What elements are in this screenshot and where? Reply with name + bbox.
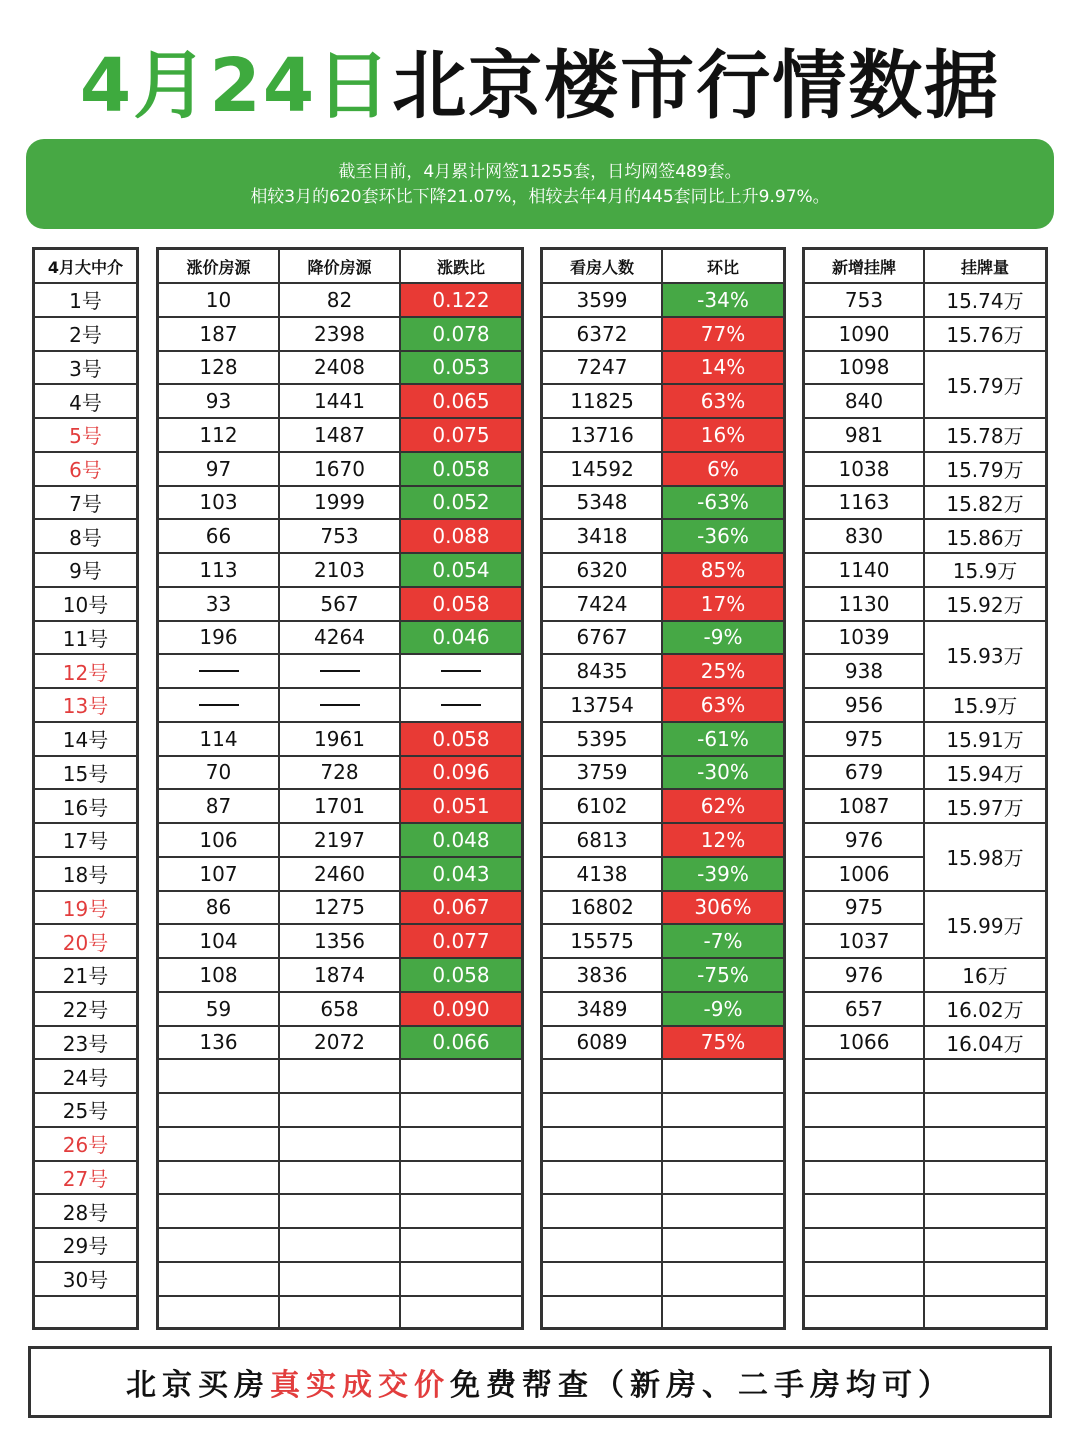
mom-cell [663,1229,783,1263]
stock-cell: 15.82万 [925,487,1045,521]
ratio-cell: 0.065 [401,385,521,419]
stock-cell: 15.79万 [925,352,1045,420]
visitors-cell [543,1094,663,1128]
stock-cell: 15.9万 [925,689,1045,723]
down-cell [280,655,401,689]
down-cell: 1275 [280,892,401,926]
date-table [32,247,139,1330]
date-cell: 28号 [35,1195,136,1229]
visitors-cell: 6372 [543,318,663,352]
no-data-dash [199,670,239,672]
down-cell [280,1094,401,1128]
date-cell: 29号 [35,1229,136,1263]
summary-line-1: 截至目前，4月累计网签11255套，日均网签489套。 [338,162,742,182]
mom-cell: 17% [663,588,783,622]
stock-cell: 15.99万 [925,892,1045,960]
visitors-cell: 4138 [543,858,663,892]
up-cell: 113 [159,554,280,588]
stock-cell: 15.98万 [925,824,1045,892]
visitors-cell: 3489 [543,993,663,1027]
ratio-cell [401,689,521,723]
date-cell: 1号 [35,284,136,318]
new_listings-cell [805,1060,925,1094]
down-cell: 1441 [280,385,401,419]
visitors-table [540,247,786,1330]
ratio-cell: 0.058 [401,453,521,487]
header-ratio: 涨跌比 [401,250,521,284]
down-cell [280,1229,401,1263]
ratio-cell: 0.058 [401,959,521,993]
ratio-cell: 0.048 [401,824,521,858]
visitors-cell [543,1128,663,1162]
mom-cell: 75% [663,1027,783,1061]
down-cell: 1874 [280,959,401,993]
new_listings-cell [805,1162,925,1196]
new_listings-cell: 1037 [805,925,925,959]
mom-cell: 62% [663,790,783,824]
up-cell: 104 [159,925,280,959]
ratio-cell: 0.058 [401,588,521,622]
up-cell: 70 [159,757,280,791]
new_listings-cell: 1140 [805,554,925,588]
stock-cell: 15.92万 [925,588,1045,622]
ratio-cell: 0.096 [401,757,521,791]
down-cell: 2408 [280,352,401,386]
date-cell: 6号 [35,453,136,487]
visitors-cell: 7247 [543,352,663,386]
date-cell: 16号 [35,790,136,824]
new_listings-cell: 830 [805,520,925,554]
up-cell: 97 [159,453,280,487]
up-cell: 103 [159,487,280,521]
mom-cell [663,1128,783,1162]
visitors-cell: 13716 [543,419,663,453]
new_listings-cell: 1163 [805,487,925,521]
up-cell [159,1128,280,1162]
up-cell [159,1195,280,1229]
date-cell: 25号 [35,1094,136,1128]
stock-cell [925,1162,1045,1196]
summary-line-2: 相较3月的620套环比下降21.07%，相较去年4月的445套同比上升9.97%。 [250,187,830,207]
date-cell: 14号 [35,723,136,757]
date-cell: 21号 [35,959,136,993]
stock-cell: 15.76万 [925,318,1045,352]
ratio-cell: 0.077 [401,925,521,959]
date-cell: 2号 [35,318,136,352]
mom-cell [663,1162,783,1196]
mom-cell: 25% [663,655,783,689]
up-cell: 107 [159,858,280,892]
new_listings-cell: 1098 [805,352,925,386]
header-new_listings: 新增挂牌 [805,250,925,284]
mom-cell: -61% [663,723,783,757]
new_listings-cell: 981 [805,419,925,453]
stock-cell [925,1128,1045,1162]
visitors-cell [543,1229,663,1263]
mom-cell: 16% [663,419,783,453]
stock-cell: 15.91万 [925,723,1045,757]
down-cell: 82 [280,284,401,318]
visitors-cell: 6813 [543,824,663,858]
visitors-cell: 6102 [543,790,663,824]
mom-cell: 63% [663,385,783,419]
down-cell: 567 [280,588,401,622]
visitors-cell: 6089 [543,1027,663,1061]
down-cell [280,1195,401,1229]
up-cell: 87 [159,790,280,824]
up-cell: 112 [159,419,280,453]
stock-cell: 15.74万 [925,284,1045,318]
stock-cell: 15.78万 [925,419,1045,453]
no-data-dash [441,670,481,672]
mom-cell: 63% [663,689,783,723]
down-cell [280,1263,401,1297]
listings-table [802,247,1048,1330]
mom-cell: -36% [663,520,783,554]
stock-cell: 15.9万 [925,554,1045,588]
new_listings-cell: 1087 [805,790,925,824]
date-cell: 4号 [35,385,136,419]
date-cell: 17号 [35,824,136,858]
new_listings-cell [805,1094,925,1128]
stock-cell [925,1263,1045,1297]
visitors-cell: 8435 [543,655,663,689]
mom-cell: -39% [663,858,783,892]
mom-cell: -30% [663,757,783,791]
new_listings-cell: 956 [805,689,925,723]
visitors-cell: 13754 [543,689,663,723]
down-cell [280,1060,401,1094]
up-cell: 187 [159,318,280,352]
visitors-cell: 5348 [543,487,663,521]
date-cell: 30号 [35,1263,136,1297]
mom-cell: -9% [663,993,783,1027]
page-title [0,38,1080,134]
mom-cell: -63% [663,487,783,521]
new_listings-cell: 975 [805,723,925,757]
new_listings-cell: 1038 [805,453,925,487]
ratio-cell [401,1128,521,1162]
visitors-cell [543,1060,663,1094]
header-visitors: 看房人数 [543,250,663,284]
down-cell [280,1297,401,1331]
new_listings-cell [805,1128,925,1162]
date-cell: 22号 [35,993,136,1027]
mom-cell: 6% [663,453,783,487]
stock-cell [925,1229,1045,1263]
new_listings-cell: 753 [805,284,925,318]
ratio-cell [401,1297,521,1331]
down-cell [280,1162,401,1196]
down-cell: 2072 [280,1027,401,1061]
up-cell [159,1094,280,1128]
date-cell: 27号 [35,1162,136,1196]
visitors-cell [543,1297,663,1331]
new_listings-cell [805,1263,925,1297]
date-cell: 15号 [35,757,136,791]
date-cell: 18号 [35,858,136,892]
ratio-cell: 0.122 [401,284,521,318]
stock-cell: 15.79万 [925,453,1045,487]
new_listings-cell: 1039 [805,622,925,656]
footer-banner [28,1346,1052,1418]
ratio-cell: 0.058 [401,723,521,757]
up-cell: 128 [159,352,280,386]
date-cell: 8号 [35,520,136,554]
up-cell: 106 [159,824,280,858]
mom-cell: 12% [663,824,783,858]
ratio-cell: 0.067 [401,892,521,926]
new_listings-cell: 840 [805,385,925,419]
date-cell: 23号 [35,1027,136,1061]
mom-cell: 306% [663,892,783,926]
mom-cell [663,1195,783,1229]
up-cell: 108 [159,959,280,993]
up-cell [159,1162,280,1196]
up-cell: 93 [159,385,280,419]
stock-cell: 15.94万 [925,757,1045,791]
ratio-cell [401,1060,521,1094]
visitors-cell: 11825 [543,385,663,419]
ratio-cell: 0.052 [401,487,521,521]
new_listings-cell [805,1297,925,1331]
date-cell: 26号 [35,1128,136,1162]
date-cell: 13号 [35,689,136,723]
stock-cell: 15.97万 [925,790,1045,824]
date-cell [35,1297,136,1331]
down-cell: 658 [280,993,401,1027]
up-cell [159,689,280,723]
new_listings-cell [805,1195,925,1229]
up-cell [159,1263,280,1297]
visitors-cell: 5395 [543,723,663,757]
mom-cell: -7% [663,925,783,959]
ratio-cell: 0.075 [401,419,521,453]
up-cell: 59 [159,993,280,1027]
header-down: 降价房源 [280,250,401,284]
summary-banner [26,139,1054,229]
new_listings-cell: 1066 [805,1027,925,1061]
stock-cell: 16.04万 [925,1027,1045,1061]
down-cell [280,1128,401,1162]
stock-cell [925,1297,1045,1331]
visitors-cell [543,1263,663,1297]
mom-cell: -9% [663,622,783,656]
down-cell: 2197 [280,824,401,858]
ratio-cell [401,1263,521,1297]
ratio-cell [401,1195,521,1229]
date-cell: 19号 [35,892,136,926]
up-cell: 86 [159,892,280,926]
new_listings-cell: 1130 [805,588,925,622]
ratio-cell: 0.054 [401,554,521,588]
no-data-dash [320,670,360,672]
up-cell: 136 [159,1027,280,1061]
down-cell: 2398 [280,318,401,352]
header-mom: 环比 [663,250,783,284]
visitors-cell: 15575 [543,925,663,959]
new_listings-cell: 657 [805,993,925,1027]
up-cell: 10 [159,284,280,318]
mom-cell [663,1060,783,1094]
ratio-cell: 0.066 [401,1027,521,1061]
new_listings-cell: 1090 [805,318,925,352]
stock-cell: 15.86万 [925,520,1045,554]
date-cell: 11号 [35,622,136,656]
price-change-table [156,247,524,1330]
ratio-cell: 0.051 [401,790,521,824]
date-cell: 7号 [35,487,136,521]
footer-text-pre: 北京买房 [126,1368,270,1403]
mom-cell: 77% [663,318,783,352]
header-up: 涨价房源 [159,250,280,284]
ratio-cell [401,1229,521,1263]
header-date: 4月大中介 [35,250,136,284]
up-cell [159,1229,280,1263]
ratio-cell: 0.088 [401,520,521,554]
visitors-cell: 3836 [543,959,663,993]
date-cell: 24号 [35,1060,136,1094]
up-cell [159,1297,280,1331]
ratio-cell: 0.078 [401,318,521,352]
down-cell: 1961 [280,723,401,757]
up-cell: 114 [159,723,280,757]
new_listings-cell: 976 [805,824,925,858]
down-cell: 1670 [280,453,401,487]
footer-text-post: 免费帮查（新房、二手房均可） [450,1368,954,1403]
visitors-cell: 3599 [543,284,663,318]
visitors-cell [543,1162,663,1196]
down-cell [280,689,401,723]
visitors-cell: 3759 [543,757,663,791]
stock-cell [925,1195,1045,1229]
mom-cell: 14% [663,352,783,386]
down-cell: 1999 [280,487,401,521]
visitors-cell: 3418 [543,520,663,554]
stock-cell: 16万 [925,959,1045,993]
up-cell: 33 [159,588,280,622]
no-data-dash [441,704,481,706]
up-cell: 196 [159,622,280,656]
ratio-cell [401,655,521,689]
up-cell: 66 [159,520,280,554]
stock-cell: 16.02万 [925,993,1045,1027]
visitors-cell: 14592 [543,453,663,487]
date-cell: 12号 [35,655,136,689]
down-cell: 2460 [280,858,401,892]
down-cell: 2103 [280,554,401,588]
down-cell: 728 [280,757,401,791]
date-cell: 20号 [35,925,136,959]
down-cell: 753 [280,520,401,554]
no-data-dash [320,704,360,706]
no-data-dash [199,704,239,706]
new_listings-cell [805,1229,925,1263]
title-text: 北京楼市行情数据 [392,43,1001,129]
visitors-cell: 6767 [543,622,663,656]
ratio-cell: 0.043 [401,858,521,892]
mom-cell [663,1263,783,1297]
new_listings-cell: 975 [805,892,925,926]
new_listings-cell: 938 [805,655,925,689]
stock-cell [925,1060,1045,1094]
stock-cell [925,1094,1045,1128]
mom-cell [663,1297,783,1331]
down-cell: 1356 [280,925,401,959]
new_listings-cell: 1006 [805,858,925,892]
visitors-cell: 16802 [543,892,663,926]
title-date: 4月24日 [79,43,393,129]
date-cell: 10号 [35,588,136,622]
ratio-cell: 0.053 [401,352,521,386]
mom-cell: -34% [663,284,783,318]
visitors-cell: 7424 [543,588,663,622]
header-stock: 挂牌量 [925,250,1045,284]
date-cell: 3号 [35,352,136,386]
visitors-cell [543,1195,663,1229]
ratio-cell: 0.090 [401,993,521,1027]
ratio-cell [401,1162,521,1196]
new_listings-cell: 976 [805,959,925,993]
mom-cell: 85% [663,554,783,588]
up-cell [159,1060,280,1094]
down-cell: 1487 [280,419,401,453]
stock-cell: 15.93万 [925,622,1045,690]
footer-text-highlight: 真实成交价 [270,1368,450,1403]
mom-cell [663,1094,783,1128]
down-cell: 4264 [280,622,401,656]
visitors-cell: 6320 [543,554,663,588]
date-cell: 5号 [35,419,136,453]
mom-cell: -75% [663,959,783,993]
up-cell [159,655,280,689]
new_listings-cell: 679 [805,757,925,791]
ratio-cell: 0.046 [401,622,521,656]
ratio-cell [401,1094,521,1128]
down-cell: 1701 [280,790,401,824]
date-cell: 9号 [35,554,136,588]
